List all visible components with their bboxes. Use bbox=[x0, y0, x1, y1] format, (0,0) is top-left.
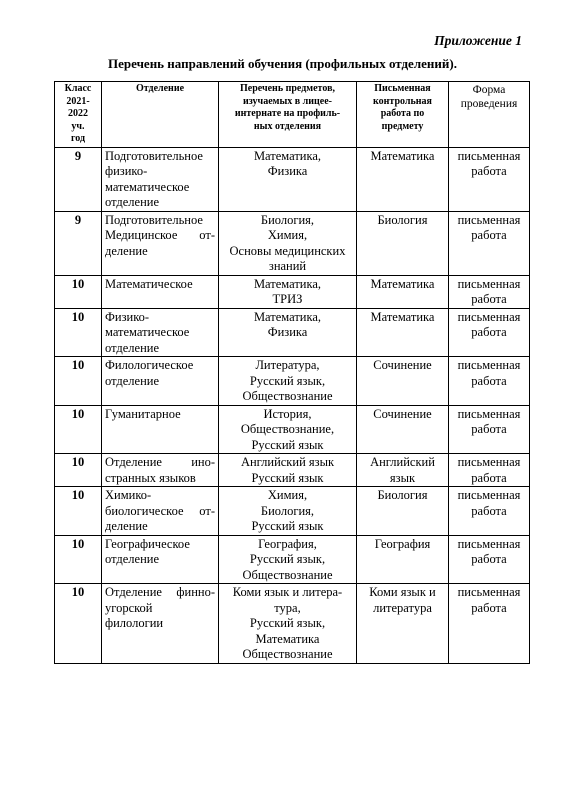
table-body bbox=[55, 147, 530, 663]
cell-line: Русский язык bbox=[251, 519, 324, 533]
table-row bbox=[55, 405, 530, 454]
cell-line: работа bbox=[471, 422, 507, 436]
table-row bbox=[55, 275, 530, 308]
cell-line: География, bbox=[258, 536, 317, 551]
subjects-cell bbox=[219, 147, 357, 211]
header-subjects bbox=[219, 82, 357, 148]
cell-line: работа bbox=[471, 325, 507, 339]
cell-line: Перечень предметов, bbox=[240, 83, 335, 94]
cell-line: деление bbox=[105, 519, 148, 533]
cell-line: Математика bbox=[370, 148, 435, 163]
grade-cell: 10 bbox=[55, 487, 102, 536]
cell-line: Биология bbox=[377, 212, 428, 227]
cell-line: Математическое bbox=[105, 276, 193, 291]
cell-line: письменная bbox=[457, 358, 521, 372]
cell-line: Литература, bbox=[255, 358, 320, 372]
cell-line: Основы медицинских bbox=[229, 243, 346, 258]
cell-line: Отделение ино- bbox=[105, 455, 215, 469]
cell-line: письменная bbox=[457, 585, 521, 599]
grade-cell: 9 bbox=[55, 211, 102, 275]
cell-line: Русский язык, bbox=[249, 373, 326, 388]
exam-cell bbox=[357, 211, 449, 275]
cell-line: История, bbox=[263, 406, 312, 421]
cell-line: Медицинское от- bbox=[105, 228, 215, 242]
cell-line: уч. bbox=[71, 120, 85, 132]
form-cell bbox=[449, 584, 530, 664]
table-row bbox=[55, 584, 530, 664]
cell-line: письменная bbox=[457, 212, 521, 227]
cell-line: Химия, bbox=[267, 488, 308, 502]
document-title: Перечень направлений обучения (профильных отделений). bbox=[108, 56, 457, 71]
subjects-cell bbox=[219, 357, 357, 406]
cell-line: интернате на профиль- bbox=[234, 108, 341, 119]
exam-cell bbox=[357, 535, 449, 584]
exam-cell bbox=[357, 454, 449, 487]
cell-line: Обществознание bbox=[242, 567, 333, 582]
table-row bbox=[55, 308, 530, 357]
header-form bbox=[449, 82, 530, 148]
cell-line: Русский язык bbox=[251, 437, 324, 452]
cell-line: филологии bbox=[105, 616, 164, 630]
cell-line: Обществознание bbox=[242, 389, 333, 403]
exam-cell bbox=[357, 405, 449, 454]
department-cell bbox=[102, 584, 219, 664]
cell-line: Биология bbox=[377, 488, 428, 502]
cell-line: Подготовительное bbox=[105, 212, 203, 227]
cell-line: Коми язык и литера- bbox=[232, 585, 343, 599]
cell-line: Химия, bbox=[267, 228, 308, 242]
subjects-cell bbox=[219, 487, 357, 536]
subjects-cell bbox=[219, 584, 357, 664]
cell-line: проведения bbox=[460, 98, 518, 110]
cell-line: Математика bbox=[370, 276, 435, 291]
cell-line: Математика bbox=[255, 631, 320, 646]
exam-cell bbox=[357, 357, 449, 406]
cell-line: работа bbox=[471, 470, 507, 485]
department-cell bbox=[102, 147, 219, 211]
exam-cell bbox=[357, 147, 449, 211]
cell-line: отделение bbox=[105, 373, 160, 388]
cell-line: деление bbox=[105, 243, 148, 258]
department-cell bbox=[102, 211, 219, 275]
cell-line: Обществознание bbox=[242, 647, 333, 661]
cell-line: письменная bbox=[457, 488, 521, 502]
cell-line: Физика bbox=[267, 325, 308, 339]
form-cell bbox=[449, 405, 530, 454]
department-cell bbox=[102, 275, 219, 308]
form-cell bbox=[449, 275, 530, 308]
cell-line: письменная bbox=[457, 455, 521, 469]
cell-line: предмету bbox=[381, 120, 424, 132]
department-cell bbox=[102, 405, 219, 454]
cell-line: язык bbox=[389, 470, 416, 485]
cell-line: Математика, bbox=[253, 148, 322, 163]
cell-line: работа bbox=[471, 292, 507, 306]
cell-line: угорской bbox=[105, 600, 153, 615]
cell-line: Физика bbox=[267, 164, 308, 178]
grade-cell: 10 bbox=[55, 405, 102, 454]
form-cell bbox=[449, 487, 530, 536]
cell-line: контрольная bbox=[373, 95, 432, 107]
header-exam bbox=[357, 82, 449, 148]
form-cell bbox=[449, 147, 530, 211]
department-cell bbox=[102, 308, 219, 357]
cell-line: отделение bbox=[105, 340, 160, 355]
cell-line: Русский язык bbox=[251, 470, 324, 485]
department-cell bbox=[102, 535, 219, 584]
cell-line: Английский bbox=[370, 455, 435, 469]
cell-line: работа bbox=[471, 373, 507, 388]
cell-line: биологическое от- bbox=[105, 503, 215, 518]
header-grade bbox=[55, 82, 102, 148]
cell-line: работа bbox=[471, 228, 507, 242]
cell-line: Форма bbox=[472, 84, 506, 96]
subjects-cell bbox=[219, 535, 357, 584]
appendix-label: Приложение 1 bbox=[434, 33, 522, 48]
table-header-row bbox=[55, 82, 530, 148]
exam-cell bbox=[357, 487, 449, 536]
cell-line: Географическое bbox=[105, 536, 190, 551]
cell-line: Математика bbox=[370, 309, 435, 324]
cell-line: письменная bbox=[457, 406, 521, 421]
table-row bbox=[55, 535, 530, 584]
cell-line: 2022 bbox=[68, 108, 88, 119]
grade-cell: 10 bbox=[55, 535, 102, 584]
cell-line: Сочинение bbox=[373, 358, 432, 372]
cell-line: Русский язык, bbox=[249, 552, 326, 566]
table-row bbox=[55, 147, 530, 211]
cell-line: Класс bbox=[64, 83, 92, 94]
header-department: Отделение bbox=[102, 82, 219, 148]
cell-line: работа по bbox=[380, 108, 425, 119]
cell-line: ных отделения bbox=[253, 120, 322, 132]
exam-cell bbox=[357, 584, 449, 664]
form-cell bbox=[449, 308, 530, 357]
department-cell bbox=[102, 454, 219, 487]
form-cell bbox=[449, 535, 530, 584]
cell-line: Коми язык и bbox=[369, 585, 436, 599]
cell-line: физико- bbox=[105, 164, 148, 178]
table-row bbox=[55, 454, 530, 487]
grade-cell: 10 bbox=[55, 308, 102, 357]
cell-line: Биология, bbox=[260, 212, 315, 227]
cell-line: письменная bbox=[457, 148, 521, 163]
form-cell bbox=[449, 357, 530, 406]
cell-line: работа bbox=[471, 503, 507, 518]
cell-line: Отделение финно- bbox=[105, 585, 215, 599]
cell-line: литература bbox=[373, 600, 432, 615]
cell-line: Филологическое bbox=[105, 358, 194, 372]
table-row bbox=[55, 357, 530, 406]
cell-line: Русский язык, bbox=[249, 616, 326, 630]
cell-line: изучаемых в лицее- bbox=[242, 95, 332, 107]
grade-cell: 9 bbox=[55, 147, 102, 211]
cell-line: тура, bbox=[274, 600, 301, 615]
subjects-cell bbox=[219, 275, 357, 308]
subjects-cell bbox=[219, 454, 357, 487]
cell-line: работа bbox=[471, 164, 507, 178]
cell-line: работа bbox=[471, 552, 507, 566]
cell-line: География bbox=[374, 536, 431, 551]
exam-cell bbox=[357, 308, 449, 357]
cell-line: отделение bbox=[105, 195, 160, 209]
cell-line: Английский язык bbox=[240, 455, 335, 469]
cell-line: Письменная bbox=[374, 83, 431, 94]
table-row bbox=[55, 211, 530, 275]
cell-line: Гуманитарное bbox=[105, 406, 181, 421]
form-cell bbox=[449, 211, 530, 275]
cell-line: Математика, bbox=[253, 309, 322, 324]
cell-line: Физико- bbox=[105, 309, 150, 324]
table-row bbox=[55, 487, 530, 536]
cell-line: работа bbox=[471, 600, 507, 615]
grade-cell: 10 bbox=[55, 454, 102, 487]
cell-line: Подготовительное bbox=[105, 148, 203, 163]
cell-line: письменная bbox=[457, 309, 521, 324]
cell-line: Химико- bbox=[105, 488, 152, 502]
subjects-cell bbox=[219, 405, 357, 454]
cell-line: отделение bbox=[105, 552, 160, 566]
grade-cell: 10 bbox=[55, 357, 102, 406]
grade-cell: 10 bbox=[55, 275, 102, 308]
grade-cell: 10 bbox=[55, 584, 102, 664]
cell-line: письменная bbox=[457, 276, 521, 291]
cell-line: знаний bbox=[268, 259, 307, 273]
cell-line: письменная bbox=[457, 536, 521, 551]
cell-line: математическое bbox=[105, 179, 190, 194]
cell-line: 2021- bbox=[66, 95, 90, 107]
cell-line: математическое bbox=[105, 325, 190, 339]
cell-line: ТРИЗ bbox=[272, 292, 303, 306]
cell-line: Математика, bbox=[253, 276, 322, 291]
cell-line: Биология, bbox=[260, 503, 315, 518]
exam-cell bbox=[357, 275, 449, 308]
cell-line: Обществознание, bbox=[240, 422, 335, 436]
department-cell bbox=[102, 487, 219, 536]
subjects-cell bbox=[219, 308, 357, 357]
cell-line: странных языков bbox=[105, 470, 196, 485]
cell-line: Сочинение bbox=[373, 406, 432, 421]
subjects-cell bbox=[219, 211, 357, 275]
directions-table bbox=[54, 81, 530, 664]
cell-line: год bbox=[70, 133, 86, 144]
form-cell bbox=[449, 454, 530, 487]
department-cell bbox=[102, 357, 219, 406]
